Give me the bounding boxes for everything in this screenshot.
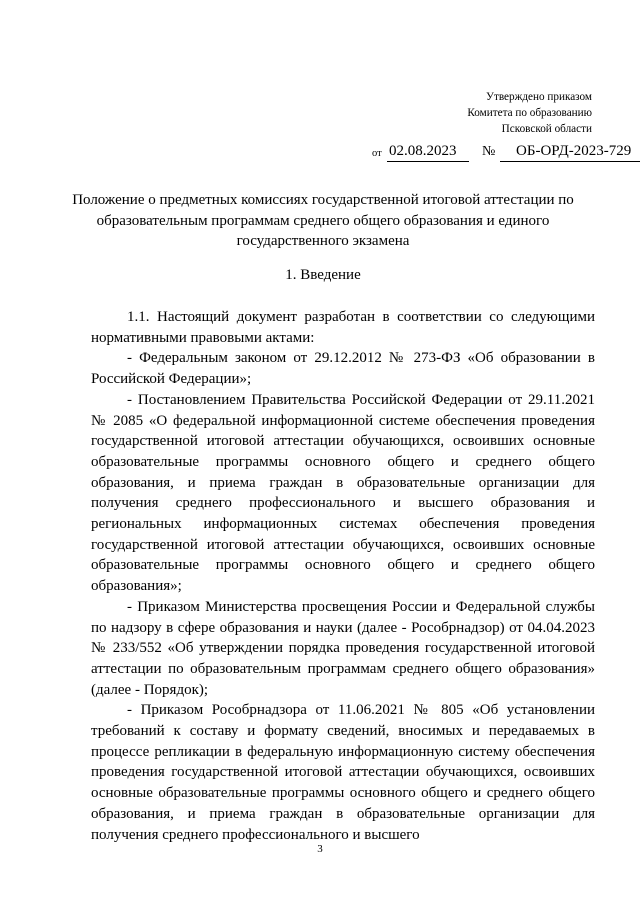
order-date: 02.08.2023 <box>389 143 457 159</box>
page-number: 3 <box>317 843 323 855</box>
order-number: ОБ-ОРД-2023-729 <box>516 143 632 159</box>
document-title: Положение о предметных комиссиях государственной итоговой аттестации по образовательным программам среднего общего образования и единого государственного экзамена <box>72 192 574 249</box>
paragraph: - Приказом Рособрнадзора от 11.06.2021 № 805 «Об установлении требований к составу и формату сведений, вносимых и передаваемых в процессе репликации в федеральную информационную систему обеспечения проведения государственной итоговой аттестации обучающихся, освоивших основные образовательные программы основного общего и среднего общего образования, и приема граждан в образовательные организации для получения среднего профессионального и высшего <box>91 702 595 843</box>
approval-line: Псковской области <box>501 123 592 135</box>
paragraph: - Приказом Министерства просвещения России и Федеральной службы по надзору в сфере образования и науки (далее - Рособрнадзор) от 04.04.2023 № 233/552 «Об утверждении порядка проведения государственной итоговой аттестации по образовательным программам среднего общего образования» (далее - Порядок); <box>91 598 595 698</box>
approval-line: Комитета по образованию <box>467 107 592 119</box>
paragraph: - Постановлением Правительства Российской Федерации от 29.11.2021 № 2085 «О федеральной информационной системе обеспечения проведения государственной итоговой аттестации обучающихся, освоивших основные образовательные программы основного общего и среднего общего образования, и приема граждан в образовательные организации для получения среднего профессионального и высшего образования и региональных информационных системах обеспечения проведения государственной итоговой аттестации обучающихся, освоивших основные образовательные программы основного общего и среднего общего образования»; <box>91 391 595 595</box>
approval-line: Утверждено приказом <box>486 91 592 103</box>
order-date-underline <box>387 161 469 162</box>
order-number-sign: № <box>482 144 496 159</box>
document-body <box>91 307 595 845</box>
paragraph: - Федеральным законом от 29.12.2012 № 273-ФЗ «Об образовании в Российской Федерации»; <box>91 350 595 388</box>
paragraph: 1.1. Настоящий документ разработан в соответствии со следующими нормативными правовыми актами: <box>91 309 595 346</box>
order-from-label: от <box>372 148 382 159</box>
order-number-underline <box>500 161 640 162</box>
section-heading: 1. Введение <box>285 267 361 283</box>
order-reference <box>372 143 640 161</box>
approval-stamp <box>467 89 592 137</box>
